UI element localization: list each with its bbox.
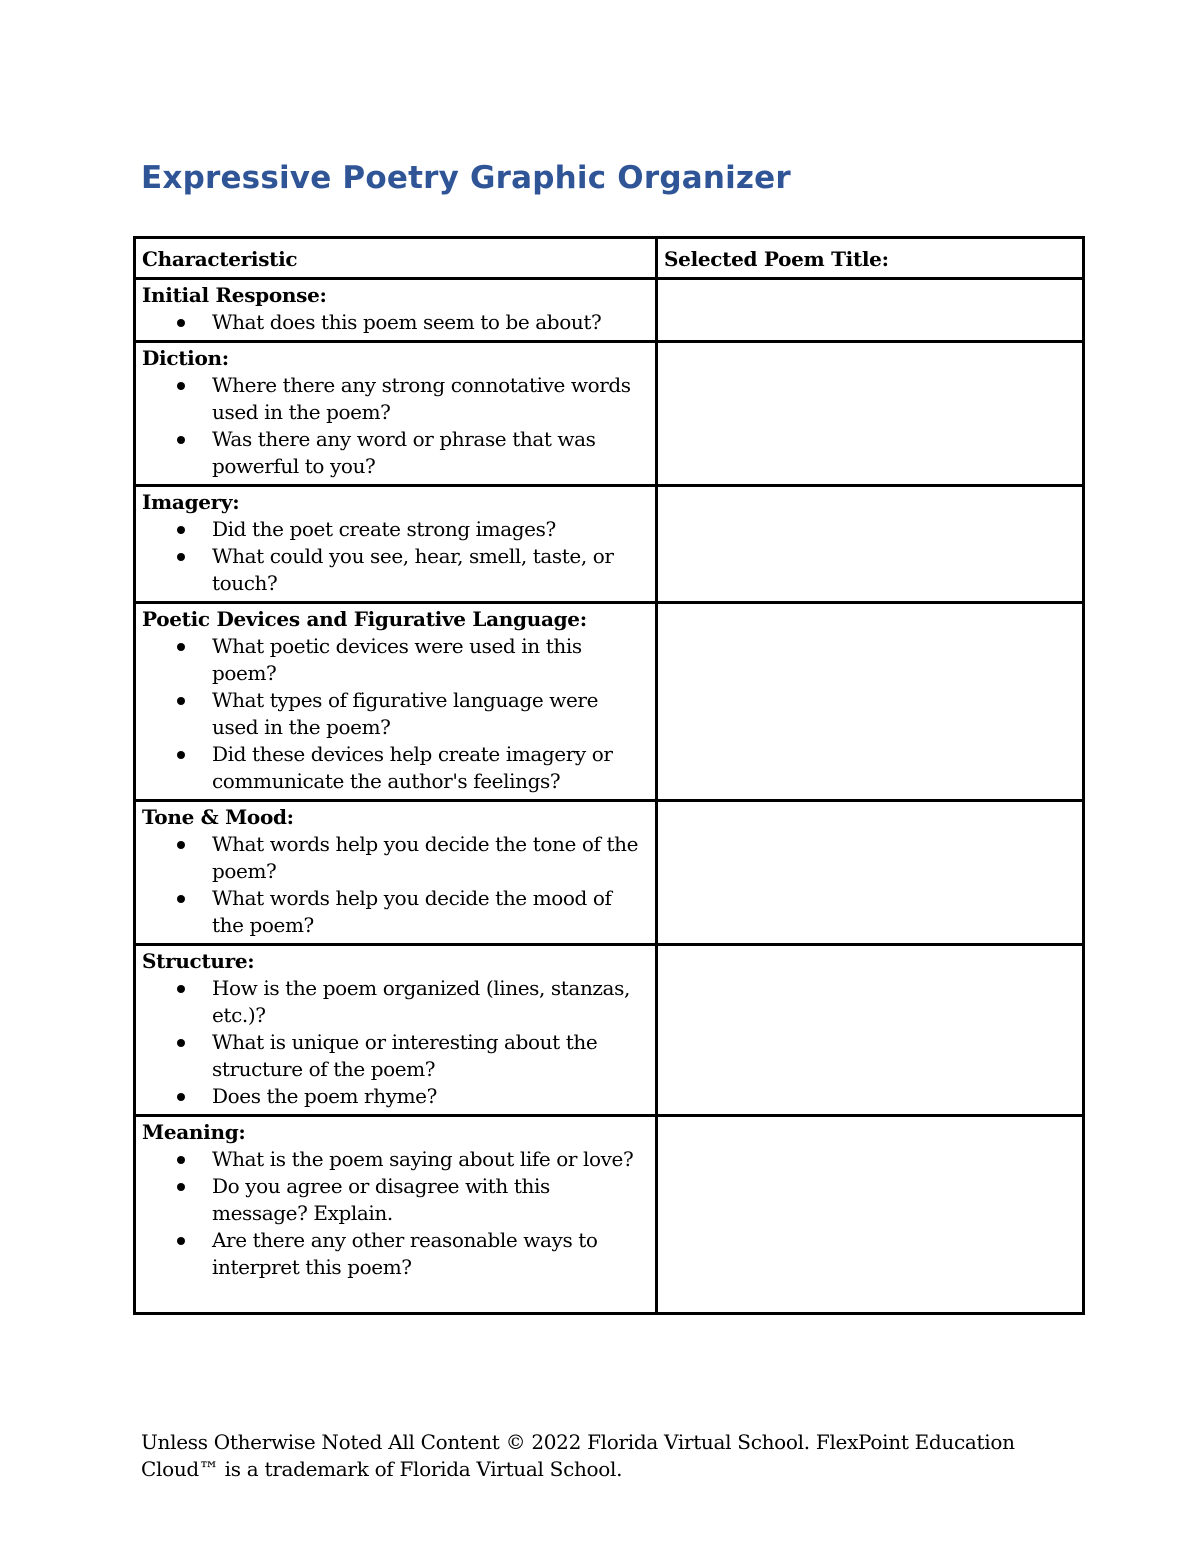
row-label: Imagery:: [142, 490, 240, 514]
characteristic-cell: [135, 603, 657, 801]
row-label: Initial Response:: [142, 283, 327, 307]
question-item: Are there any other reasonable ways to interpret this poem?: [212, 1227, 649, 1281]
question-item: Do you agree or disagree with this message? Explain.: [212, 1173, 649, 1227]
question-list: [142, 831, 649, 939]
characteristic-cell: [135, 486, 657, 603]
copyright-footer: Unless Otherwise Noted All Content © 2022 Florida Virtual School. FlexPoint Education Cloud™ is a trademark of Florida Virtual School.: [141, 1430, 1015, 1481]
question-item: What is unique or interesting about the structure of the poem?: [212, 1029, 649, 1083]
document-title: Expressive Poetry Graphic Organizer: [141, 160, 791, 196]
question-item: Where there any strong connotative words used in the poem?: [212, 372, 649, 426]
table-row-initial-response: [135, 279, 1084, 342]
response-cell[interactable]: [657, 801, 1084, 945]
response-cell[interactable]: [657, 486, 1084, 603]
row-label: Tone & Mood:: [142, 805, 294, 829]
question-item: How is the poem organized (lines, stanzas, etc.)?: [212, 975, 649, 1029]
row-label: Diction:: [142, 346, 229, 370]
table-header-row: [135, 238, 1084, 279]
question-item: Did these devices help create imagery or communicate the author's feelings?: [212, 741, 649, 795]
question-item: What words help you decide the mood of the poem?: [212, 885, 649, 939]
response-cell[interactable]: [657, 279, 1084, 342]
characteristic-cell: [135, 801, 657, 945]
row-label: Poetic Devices and Figurative Language:: [142, 607, 587, 631]
question-list: [142, 372, 649, 480]
question-list: [142, 975, 649, 1110]
response-cell[interactable]: [657, 945, 1084, 1116]
question-list: [142, 633, 649, 795]
table-row-meaning: [135, 1116, 1084, 1314]
characteristic-cell: [135, 1116, 657, 1314]
characteristic-cell: [135, 279, 657, 342]
question-item: What does this poem seem to be about?: [212, 309, 649, 336]
characteristic-cell: [135, 945, 657, 1116]
row-label: Meaning:: [142, 1120, 246, 1144]
response-cell[interactable]: [657, 603, 1084, 801]
question-item: Does the poem rhyme?: [212, 1083, 649, 1110]
response-cell[interactable]: [657, 342, 1084, 486]
header-characteristic: Characteristic: [135, 238, 657, 279]
table-row-imagery: [135, 486, 1084, 603]
question-item: Did the poet create strong images?: [212, 516, 649, 543]
question-item: Was there any word or phrase that was powerful to you?: [212, 426, 649, 480]
question-list: [142, 516, 649, 597]
question-list: [142, 309, 649, 336]
question-item: What poetic devices were used in this poem?: [212, 633, 649, 687]
question-list: [142, 1146, 649, 1281]
table-row-poetic-devices: [135, 603, 1084, 801]
question-item: What types of figurative language were used in the poem?: [212, 687, 649, 741]
characteristic-cell: [135, 342, 657, 486]
question-item: What is the poem saying about life or love?: [212, 1146, 649, 1173]
header-selected-poem-title: Selected Poem Title:: [657, 238, 1084, 279]
question-item: What could you see, hear, smell, taste, or touch?: [212, 543, 649, 597]
question-item: What words help you decide the tone of the poem?: [212, 831, 649, 885]
graphic-organizer-table: [133, 236, 1085, 1315]
response-cell[interactable]: [657, 1116, 1084, 1314]
table-row-structure: [135, 945, 1084, 1116]
table-row-diction: [135, 342, 1084, 486]
row-label: Structure:: [142, 949, 255, 973]
table-row-tone-mood: [135, 801, 1084, 945]
